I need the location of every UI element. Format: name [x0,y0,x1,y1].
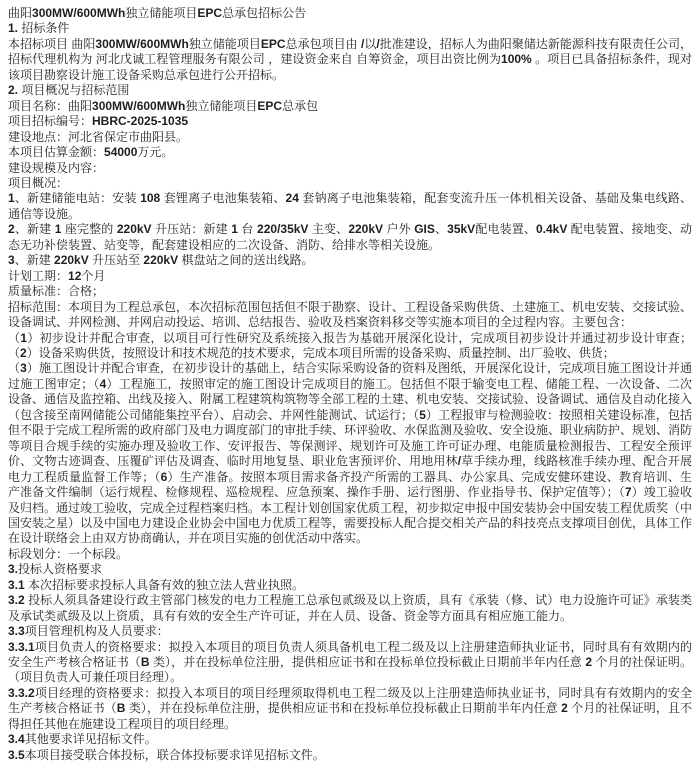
section-2-heading: 2. 项目概况与招标范围 [8,83,130,98]
quality-standard-line: 质量标准：合格； [8,284,105,299]
overview-item-3: 3、新建 220kV 升压站至 220kV 棋盘站之间的送出线路。 [8,253,314,268]
section-3-heading: 3.投标人资格要求 [8,562,103,577]
tender-scope-part1-paragraph: （1）初步设计并配合审查，以项目可行性研究及系统接入报告为基础开展深化设计，完成项目初步设计并通过初步设计审查；（2）设备采购供货，按照设计和技术规范的技术要求，完成本项目所需的设备采购、质量控制、出厂验收、供货； [8,330,692,360]
section-1-heading: 1. 招标条件 [8,21,70,36]
qualification-3-5: 3.5本项目接受联合体投标，联合体投标要求详见招标文件。 [8,747,325,762]
qualification-3-4: 3.4其他要求详见招标文件。 [8,732,157,747]
project-name-line: 项目名称：曲阳300MW/600MWh独立储能项目EPC总承包 [8,98,319,113]
document-title: 曲阳300MW/600MWh独立储能项目EPC总承包招标公告 [8,6,307,20]
qualification-3-3-2: 3.3.2项目经理的资格要求：拟投入本项目的项目经理须取得机电工程二级及以上注册建造师执业证书，同时具有有效期内的安全生产考核合格证书（B 类），并在投标单位注册，提供相应证书和在投标单位投标截止日期前半年内任意 2 个月的社保证明，且不得担任其他在施建设工程项目的项目经理。 [8,685,692,731]
planned-schedule-line: 计划工期：12个月 [8,268,106,283]
estimated-amount-line: 本项目估算金额：54000万元。 [8,145,174,160]
scale-content-label: 建设规模及内容： [8,160,105,175]
tender-scope-intro-paragraph: 招标范围：本项目为工程总承包，本次招标范围包括但不限于勘察、设计、工程设备采购供货、土建施工、机电安装、交接试验、设备调试、并网检测、并网启动投运、培训、总结报告、验收及档案资料移交等实施本项目的全过程内容。主要包含： [8,299,693,330]
qualification-3-2: 3.2 投标人须具备建设行政主管部门核发的电力工程施工总承包贰级及以上资质，具有《承装（修、试）电力设施许可证》承装类及承试类贰级及以上资质，具有有效的安全生产许可证，并在人员、设备、资金等方面具有相应施工能力。 [8,593,692,623]
qualification-3-3: 3.3项目管理机构及人员要求： [8,624,169,639]
lot-division-line: 标段划分：一个标段。 [8,546,129,561]
overview-item-1: 1、新建储能电站：安装 108 套锂离子电池集装箱、24 套钠离子电池集装箱，配套变流升压一体机相关设备、基础及集电线路、通信等设施。 [8,191,692,221]
tender-scope-part2-paragraph: （3）施工图设计并配合审查，在初步设计的基础上，结合实际采购设备的资料及图纸，开展深化设计，完成项目施工图设计并通过施工图审定；（4）工程施工，按照审定的施工图设计完成项目的施工。包括但不限于输变电工程、储能工程、一次设备、二次设备、通信及监控箱、出线及接入、附属工程建筑构筑物等全部工程的土建、机电安装、交接试验、设备调试、通信及自动化接入（包含接至南网储能公司储能集控平台）、启动会、并网性能测试、试运行；（5）工程报审与检测验收：按照相关建设标准，包括但不限于完成工程所需的政府部门及电力调度部门的审批手续、环评验收、水保监测及验收、安全设施、职业病防护、规划、消防等项目合规手续的实施办理及验收工作、安评报告、等保测评、规划许可及施工许可证办理、电能质量检测报告、工程安全预评价、文物古迹调查、压覆矿评估及调查、临时用地复垦、职业危害预评价、用地用林/草手续办理，线路核准手续办理、配合开展电力工程质量监督工作等；（6）生产准备。按照本项目需求备齐投产所需的工器具、办公家具、完成安健环建设、教育培训、生产准备文件编制（运行规程、检修规程、巡检规程、应急预案、操作手册、运行图册、作业指导书、保护定值等）；（7）竣工验收及归档。通过竣工验收，完成全过程档案归档。本工程计划创国家优质工程，初步拟定申报中国安装协会中国安装工程优质奖（中国安装之星）以及中国电力建设企业协会中国电力优质工程等，需要投标人配合提交相关产品的科技亮点支撑项目创优，具体工作在设计联络会上由双方协商确认，并在项目实施的创优活动中落实。 [8,361,693,546]
qualification-3-3-1: 3.3.1项目负责人的资格要求：拟投入本项目的项目负责人须具备机电工程二级及以上注册建造师执业证书，同时具有有效期内的安全生产考核合格证书（B 类），并在投标单位注册，提供相应证书和在投标单位投标截止日期前半年内任意 2 个月的社保证明。（项目负责人可兼任项目经理）。 [8,639,692,685]
tender-conditions-paragraph: 本招标项目 曲阳300MW/600MWh独立储能项目EPC总承包项目由 /以/批准建设，招标人为曲阳聚储达新能源科技有限责任公司，招标代理机构为 河北戊诚工程管理服务有限公司 ，建设资金来自 自筹资金，项目出资比例为100% 。项目已具备招标条件，现对该项目勘察设计施工设备采购总承包进行公开招标。 [8,36,692,82]
construction-location-line: 建设地点：河北省保定市曲阳县。 [8,129,189,144]
tender-number-line: 项目招标编号：HBRC-2025-1035 [8,114,189,129]
overview-item-2: 2、新建 1 座完整的 220kV 升压站：新建 1 台 220/35kV 主变、220kV 户外 GIS、35kV配电装置、0.4kV 配电装置、接地变、动态无功补偿装置、站变等，配套建设相应的二次设备、消防、给排水等相关设施。 [8,222,692,252]
project-overview-label: 项目概况： [8,175,69,190]
qualification-3-1: 3.1 本次招标要求投标人具备有效的独立法人营业执照。 [8,577,305,592]
